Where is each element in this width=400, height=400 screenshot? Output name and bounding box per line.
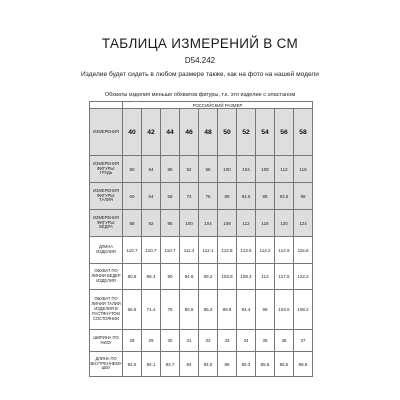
row-label: ИЗМЕРЕНИЯ ФИГУРЫ: ГРУДЬ [90, 156, 123, 183]
value-cell: 80.6 [180, 290, 199, 330]
value-cell: 85 [218, 352, 237, 377]
value-cell: 114.9 [275, 237, 294, 264]
value-cell: 35 [256, 330, 275, 352]
value-cell: 114.2 [256, 237, 275, 264]
value-cell: 85.8 [294, 352, 313, 377]
value-cell: 66.8 [123, 290, 142, 330]
row-label: ДЛИНА ИЗДЕЛИЯ [90, 237, 123, 264]
value-cell: 112 [275, 156, 294, 183]
table-row [90, 183, 313, 210]
value-cell: 115.6 [294, 237, 313, 264]
value-cell: 90 [161, 264, 180, 290]
value-cell: 80 [218, 183, 237, 210]
value-cell: 124 [294, 210, 313, 237]
value-cell: 94.6 [180, 264, 199, 290]
value-cell: 100 [180, 210, 199, 237]
value-cell: 85.5 [256, 352, 275, 377]
value-cell: 110.7 [142, 237, 161, 264]
value-cell: 37 [294, 330, 313, 352]
product-code: D54.242 [184, 56, 216, 65]
table-row [90, 352, 313, 377]
size-group-header: РОССИЙСКИЙ РАЗМЕР [123, 102, 313, 109]
value-cell: 76 [161, 290, 180, 330]
value-cell: 112 [237, 210, 256, 237]
size-table [89, 101, 313, 377]
value-cell: 116 [294, 156, 313, 183]
value-cell: 96 [161, 210, 180, 237]
value-cell: 76 [199, 183, 218, 210]
value-cell: 84.5 [123, 352, 142, 377]
value-cell: 84.1 [142, 352, 161, 377]
value-cell: 84 [180, 352, 199, 377]
value-cell: 117.6 [275, 264, 294, 290]
value-cell: 108 [256, 156, 275, 183]
row-label: ИЗМЕРЕНИЯ ФИГУРЫ: БЁДРА [90, 210, 123, 237]
size-header-cell: 54 [256, 109, 275, 156]
value-cell: 64 [142, 183, 161, 210]
value-cell: 83.7 [161, 352, 180, 377]
table-row [90, 290, 313, 330]
value-cell: 108.2 [294, 290, 313, 330]
value-cell: 85.3 [237, 352, 256, 377]
table-row [90, 210, 313, 237]
value-cell: 85.5 [275, 352, 294, 377]
value-cell: 99.2 [199, 264, 218, 290]
value-cell: 29 [142, 330, 161, 352]
value-cell: 96 [199, 156, 218, 183]
value-cell: 99 [256, 290, 275, 330]
table-row [90, 156, 313, 183]
value-cell: 60 [123, 183, 142, 210]
corner-blank-cell [90, 102, 123, 109]
value-cell: 120 [275, 210, 294, 237]
row-label: ОБХВАТ ПО ЛИНИИ ТАЛИИ ИЗДЕЛИЯ В РАСТЯНУТОМ СОСТОЯНИИ [90, 290, 123, 330]
value-cell: 110.7 [123, 237, 142, 264]
size-header-cell: 46 [180, 109, 199, 156]
fit-note: Изделие будет сидеть в любом размере также, как на фото на нашей модели [81, 71, 319, 78]
size-header-cell: 50 [218, 109, 237, 156]
row-label: ИЗМЕРЕНИЯ ФИГУРЫ: ТАЛИЯ [90, 183, 123, 210]
row-label: ОБХВАТ ПО ЛИНИИ БЕДЕР ИЗДЕЛИЯ [90, 264, 123, 290]
value-cell: 108.4 [237, 264, 256, 290]
value-cell: 111.4 [180, 237, 199, 264]
size-header-cell: 52 [237, 109, 256, 156]
value-cell: 89.8 [218, 290, 237, 330]
value-cell: 71.4 [142, 290, 161, 330]
value-cell: 104 [199, 210, 218, 237]
value-cell: 122.2 [294, 264, 313, 290]
value-cell: 33 [218, 330, 237, 352]
value-cell: 68 [161, 183, 180, 210]
size-header-cell: 44 [161, 109, 180, 156]
value-cell: 88 [161, 156, 180, 183]
value-cell: 31 [180, 330, 199, 352]
table-row [90, 330, 313, 352]
value-cell: 85.2 [199, 290, 218, 330]
value-cell: 34 [237, 330, 256, 352]
size-header-cell: 48 [199, 109, 218, 156]
value-cell: 72 [180, 183, 199, 210]
size-header-cell: 56 [275, 109, 294, 156]
value-cell: 80.8 [123, 264, 142, 290]
size-header-cell: 58 [294, 109, 313, 156]
size-header-cell: 40 [123, 109, 142, 156]
value-cell: 104 [237, 156, 256, 183]
value-cell: 98 [294, 183, 313, 210]
value-cell: 32 [199, 330, 218, 352]
table-row [90, 237, 313, 264]
size-header-cell: 42 [142, 109, 161, 156]
value-cell: 93.5 [275, 183, 294, 210]
value-cell: 103.8 [218, 264, 237, 290]
value-cell: 84 [142, 156, 161, 183]
value-cell: 100 [218, 156, 237, 183]
value-cell: 89 [256, 183, 275, 210]
row-label: ШИРИНА ПО НИЗУ [90, 330, 123, 352]
value-cell: 30 [161, 330, 180, 352]
value-cell: 80 [123, 156, 142, 183]
value-cell: 92 [180, 156, 199, 183]
value-cell: 88 [123, 210, 142, 237]
value-cell: 110.7 [161, 237, 180, 264]
row-label: ДЛИНА ПО ВНУТРЕННЕМУ ШВУ [90, 352, 123, 377]
value-cell: 84.5 [237, 183, 256, 210]
value-cell: 28 [123, 330, 142, 352]
value-cell: 85.4 [142, 264, 161, 290]
value-cell: 116 [256, 210, 275, 237]
value-cell: 113 [256, 264, 275, 290]
value-cell: 94.4 [237, 290, 256, 330]
measurements-header: ИЗМЕРЕНИЯ [90, 109, 123, 156]
page-title: ТАБЛИЦА ИЗМЕРЕНИЙ В СМ [101, 36, 299, 51]
value-cell: 36 [275, 330, 294, 352]
value-cell: 108 [218, 210, 237, 237]
value-cell: 112.1 [199, 237, 218, 264]
value-cell: 112.8 [218, 237, 237, 264]
value-cell: 92 [142, 210, 161, 237]
table-row [90, 264, 313, 290]
value-cell: 103.6 [275, 290, 294, 330]
value-cell: 113.5 [237, 237, 256, 264]
value-cell: 84.5 [199, 352, 218, 377]
stretch-note: Обхваты изделия меньше обхватов фигуры, т.к. это изделие с эластаном [104, 92, 296, 98]
